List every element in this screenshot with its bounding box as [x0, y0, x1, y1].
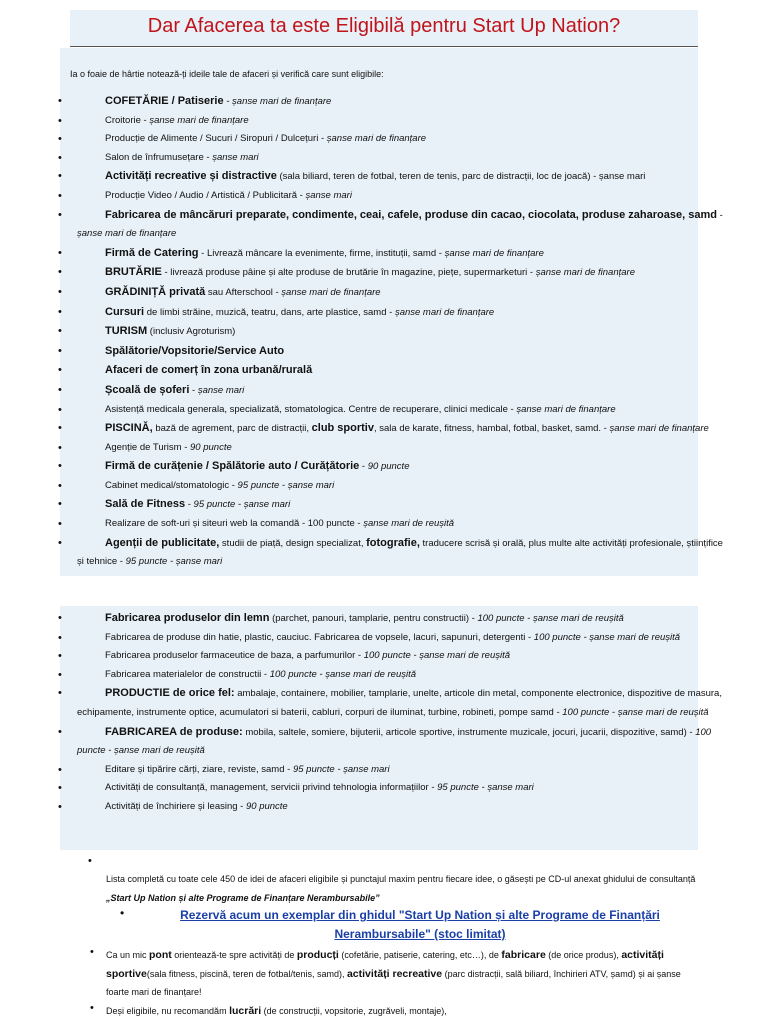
funding-chance: 100 puncte - șanse mari de reușită [363, 650, 511, 662]
emphasis-text: producți [296, 949, 339, 961]
item-title: Fabricarea produselor din lemn [105, 612, 270, 624]
list-item [0, 629, 728, 648]
list-item-text [77, 112, 728, 131]
guide-title: „Start Up Nation și alte Programe de Finanțare Nerambursabile” [106, 892, 380, 903]
list-item [0, 361, 728, 381]
list-item [0, 723, 728, 761]
list-item [0, 112, 728, 131]
bullet-icon: • [58, 668, 62, 681]
list-item-text [77, 798, 728, 817]
list-item [0, 761, 728, 780]
item-title: Sală de Fitness [105, 498, 186, 511]
item-description: (inclusiv Agroturism) [147, 326, 236, 338]
bullet-icon: • [58, 763, 62, 776]
item-description: Fabricarea produselor farmaceutice de baza, a parfumurilor - [105, 650, 364, 662]
intro-text: Ia o foaie de hârtie notează-ți ideile tale de afaceri și verifică care sunt eligibile: [70, 69, 384, 79]
list-item-text [77, 361, 728, 381]
list-item [0, 439, 728, 458]
item-title: Firmă de curățenie / Spălătorie auto / Curățătorie [105, 460, 360, 473]
item-description: - [359, 461, 368, 473]
item-description: Salon de înfrumusețare - [105, 151, 213, 163]
list-item-text [77, 244, 728, 264]
funding-chance: șanse mari [197, 384, 245, 396]
list-item-text [77, 419, 728, 439]
list-item-text [77, 167, 728, 187]
item-description: ambalaje, containere, mobilier, tamplarie, unelte, articole din metal, componente electronice, dispozitive de masura, echipamente, instrumente optice, acumulatori si baterii, cabluri, corpuri de iluminat, turbine, robineti, pompe samd - [77, 688, 722, 718]
funding-chance: 90 puncte [190, 441, 232, 453]
list-item [0, 515, 728, 534]
list-item-text [77, 187, 728, 206]
emphasis-text: fabricare [501, 949, 546, 961]
item-description: Activități de consultanță, management, servicii privind tehnologia informațiilor - [105, 782, 438, 794]
list-item [0, 283, 728, 303]
item-description: Activități de închiriere și leasing - [105, 800, 246, 812]
funding-chance: 100 puncte - șanse mari de reușită [77, 726, 712, 757]
item-description: - [189, 384, 198, 396]
list-item-text [77, 609, 728, 629]
bullet-icon: • [88, 855, 92, 867]
bullet-icon: • [58, 650, 62, 663]
list-item-text [77, 342, 728, 362]
item-description-extra: , sala de karate, fitness, hambal, fotbal, basket, samd. - [373, 423, 610, 435]
list-item-text [77, 666, 728, 685]
bullet-icon: • [58, 479, 62, 492]
complete-list-note [106, 870, 706, 907]
paragraph-text: (de orice produs), [545, 950, 622, 960]
list-item [0, 130, 728, 149]
item-title: Firmă de Catering [105, 246, 199, 259]
item-description: Producție de Alimente / Sucuri / Siropuri / Dulcețuri - [105, 133, 327, 145]
funding-chance: 90 puncte [245, 800, 288, 812]
funding-chance: șanse mari de finanțare [326, 133, 427, 145]
bullet-icon: • [58, 133, 62, 146]
funding-chance: 100 puncte - șanse mari de reușită [533, 631, 681, 643]
list-item-text [77, 381, 728, 401]
bullet-icon: • [58, 536, 62, 549]
funding-chance: șanse mari de finanțare [444, 247, 544, 259]
bullet-icon: • [58, 612, 62, 624]
bullet-icon: • [58, 266, 62, 279]
paragraph-text: Ca un mic [106, 950, 150, 960]
item-title: Agenții de publicitate, [105, 536, 220, 549]
item-title: TURISM [105, 325, 148, 338]
bullet-icon: • [58, 305, 62, 318]
list-item [0, 534, 728, 572]
item-description: Asistență medicala generala, specializată, stomatologica. Centre de recuperare, clinici medicale - [105, 403, 517, 415]
emphasis-text: activități recreative [346, 967, 443, 980]
list-item-text [77, 647, 728, 666]
funding-chance: 95 puncte - șanse mari [437, 782, 534, 794]
list-item [0, 477, 728, 496]
bullet-icon: • [58, 246, 62, 259]
funding-chance: șanse mari de finanțare [77, 228, 177, 240]
funding-chance: 95 puncte - șanse mari [125, 556, 223, 568]
bullet-icon: • [58, 441, 62, 454]
funding-chance: șanse mari de finanțare [609, 423, 709, 435]
list-item-text [77, 457, 728, 477]
list-item [0, 495, 728, 515]
funding-chance: 90 puncte [367, 461, 410, 473]
bullet-icon: • [58, 687, 62, 700]
list-item-text [77, 534, 728, 572]
item-title: COFETĂRIE / Patiserie [105, 95, 224, 107]
list-item-text [77, 149, 728, 168]
item-title: FABRICAREA de produse: [105, 725, 243, 738]
list-item-text [77, 322, 728, 342]
bullet-icon: • [58, 344, 62, 357]
paragraph-text: (de construcții, vopsitorie, zugrăveli, montaje), [261, 1006, 447, 1016]
paragraph-text: Deși eligibile, nu recomandăm [106, 1006, 230, 1016]
item-description: - livrează produse pâine și alte produse de brutărie în magazine, piețe, supermarketuri - [161, 267, 536, 279]
list-item [0, 263, 728, 283]
funding-chance: șanse mari de finanțare [516, 403, 616, 415]
list-item-text [77, 723, 728, 761]
title-bar [70, 10, 698, 47]
list-item-text [77, 515, 728, 534]
complete-list-text: Lista completă cu toate cele 450 de idei de afaceri eligibile și punctajul maxim pentru fiecare idee, o găsești pe CD-ul anexat ghidului de consultanță [106, 874, 696, 884]
bullet-icon: • [58, 782, 62, 795]
item-description: - Livrează mâncare la evenimente, firme, instituții, samd - [198, 247, 445, 259]
bullet-icon: • [58, 151, 62, 164]
item-title: Fabricarea de mâncăruri preparate, condimente, ceai, cafele, produse din cacao, ciocolata, produse zaharoase, samd [105, 208, 717, 221]
list-item-text [77, 263, 728, 283]
list-item [0, 419, 728, 439]
bullet-icon: • [90, 1002, 94, 1014]
funding-chance: 95 puncte - șanse mari [237, 479, 335, 491]
list-item [0, 322, 728, 342]
item-description: (parchet, panouri, tamplarie, pentru constructii) - [269, 613, 478, 624]
list-item [0, 647, 728, 666]
paragraph-text: (cofetărie, patiserie, catering, etc…), de [338, 950, 502, 960]
item-title-extra: club sportiv [311, 422, 374, 435]
bullet-icon: • [58, 170, 62, 183]
list-item-text [77, 92, 728, 112]
emphasis-text: activități sportive [106, 949, 664, 980]
funding-chance: șanse mari [212, 151, 259, 163]
list-item [0, 798, 728, 817]
list-item [0, 303, 728, 323]
funding-chance: șanse mari de finanțare [149, 114, 249, 126]
not-recommended-paragraph [106, 1002, 706, 1021]
funding-chance: 100 puncte - șanse mari de reușită [477, 613, 624, 624]
item-title-extra: fotografie, [366, 536, 420, 549]
list-item-text [77, 761, 728, 780]
item-title: PISCINĂ, [105, 422, 153, 435]
bullet-icon: • [58, 325, 62, 338]
item-title: GRĂDINIȚĂ privată [105, 285, 206, 298]
bullet-icon: • [58, 285, 62, 298]
bullet-icon: • [120, 906, 125, 920]
item-title: Spălătorie/Vopsitorie/Service Auto [105, 344, 285, 357]
funding-chance: șanse mari de reușită [363, 518, 455, 530]
list-item [0, 92, 728, 112]
list-item [0, 684, 728, 722]
bullet-icon: • [90, 946, 94, 958]
list-item-text [77, 629, 728, 648]
emphasis-text: lucrări [229, 1005, 262, 1017]
funding-chance: 100 puncte - șanse mari de reușită [562, 706, 709, 718]
bullet-icon: • [58, 95, 62, 107]
list-item-text [77, 206, 728, 244]
bullet-icon: • [58, 189, 62, 202]
bullet-icon: • [58, 364, 62, 377]
funding-chance: șanse mari de finanțare [281, 286, 381, 298]
emphasis-text: pont [149, 949, 172, 961]
funding-chance: - șanse mari de finanțare [223, 96, 332, 107]
item-description: sau Afterschool - [205, 286, 282, 298]
list-item [0, 187, 728, 206]
list-item [0, 244, 728, 264]
item-description: studii de piață, design specializat, [219, 537, 367, 549]
list-item [0, 206, 728, 244]
item-description: Realizare de soft-uri și siteuri web la comandă - 100 puncte - [105, 518, 364, 530]
item-description: de limbi străine, muzică, teatru, dans, arte plastice, samd - [144, 306, 395, 318]
item-description: - [716, 209, 723, 221]
item-description: - [185, 499, 194, 511]
reserve-guide-link[interactable]: Rezervă acum un exemplar din ghidul "Start Up Nation și alte Programe de Finanțări Nerambursabile" (stoc limitat) [180, 908, 660, 941]
list-item-text [77, 684, 728, 722]
list-item-text [77, 283, 728, 303]
item-title: BRUTĂRIE [105, 266, 162, 279]
paragraph-text: orientează-te spre activități de [171, 950, 297, 960]
item-description-extra: traducere scrisă și orală, plus multe alte activități profesionale, științifice și tehnice - [77, 537, 723, 568]
item-description: Fabricarea de produse din hatie, plastic, cauciuc. Fabricarea de vopsele, lacuri, sapunuri, detergenti - [105, 631, 534, 643]
item-title: PRODUCTIE de orice fel: [105, 687, 235, 700]
bullet-icon: • [58, 460, 62, 473]
list-item [0, 401, 728, 420]
list-item-text [77, 401, 728, 420]
funding-chance: 100 puncte - șanse mari de reușită [269, 668, 417, 680]
list-item [0, 609, 728, 629]
bullet-icon: • [58, 114, 62, 127]
item-title: Afaceri de comerț în zona urbană/rurală [105, 364, 313, 377]
item-description: Editare și tipărire cărți, ziare, reviste, samd - [105, 763, 293, 775]
paragraph-text: (sala fitness, piscină, teren de fotbal/tenis, samd), [146, 968, 347, 979]
list-item-text [77, 779, 728, 798]
item-title: Activități recreative și distractive [105, 170, 277, 183]
tip-paragraph [106, 946, 706, 1002]
bullet-icon: • [58, 725, 62, 738]
item-description: (sala biliard, teren de fotbal, teren de tenis, parc de distracții, loc de joacă) - șanse mari [276, 171, 646, 183]
paragraph-text: (parc distracții, sală biliard, închirieri ATV, șamd) și ai șanse foarte mari de finanțare! [106, 968, 681, 997]
item-description: Producție Video / Audio / Artistică / Publicitară - [105, 189, 306, 201]
item-description: bază de agrement, parc de distracții, [152, 423, 312, 435]
item-title: Cursuri [105, 305, 145, 318]
funding-chance: șanse mari de finanțare [394, 306, 495, 318]
bullet-icon: • [58, 518, 62, 531]
list-item-text [77, 477, 728, 496]
list-item-text [77, 495, 728, 515]
bullet-icon: • [58, 422, 62, 435]
bullet-icon: • [58, 631, 62, 644]
funding-chance: șanse mari de finanțare [535, 267, 635, 279]
item-description: Cabinet medical/stomatologic - [105, 479, 238, 491]
business-list-1 [0, 92, 728, 572]
bullet-icon: • [58, 208, 62, 221]
list-item [0, 167, 728, 187]
funding-chance: 95 puncte - șanse mari [193, 499, 291, 511]
list-item [0, 342, 728, 362]
item-description: Agenție de Turism - [105, 441, 191, 453]
list-item-text [77, 303, 728, 323]
item-description: mobila, saltele, somiere, bijuterii, articole sportive, instrumente muzicale, jocuri, jucarii, dispozitive, samd) - [242, 726, 696, 738]
list-item [0, 779, 728, 798]
bullet-icon: • [58, 498, 62, 511]
item-description: Fabricarea materialelor de constructii - [105, 668, 270, 680]
list-item-text [77, 130, 728, 149]
bullet-icon: • [58, 403, 62, 416]
item-title: Școală de șoferi [105, 383, 190, 396]
bullet-icon: • [58, 383, 62, 396]
list-item [0, 457, 728, 477]
page-title: Dar Afacerea ta este Eligibilă pentru Start Up Nation? [147, 15, 621, 37]
list-item [0, 149, 728, 168]
bullet-icon: • [58, 800, 62, 813]
item-description: Croitorie - [105, 114, 150, 126]
funding-chance: 95 puncte - șanse mari [292, 763, 390, 775]
funding-chance: șanse mari [305, 189, 352, 201]
list-item [0, 666, 728, 685]
list-item [0, 381, 728, 401]
business-list-2 [0, 609, 728, 817]
list-item-text [77, 439, 728, 458]
